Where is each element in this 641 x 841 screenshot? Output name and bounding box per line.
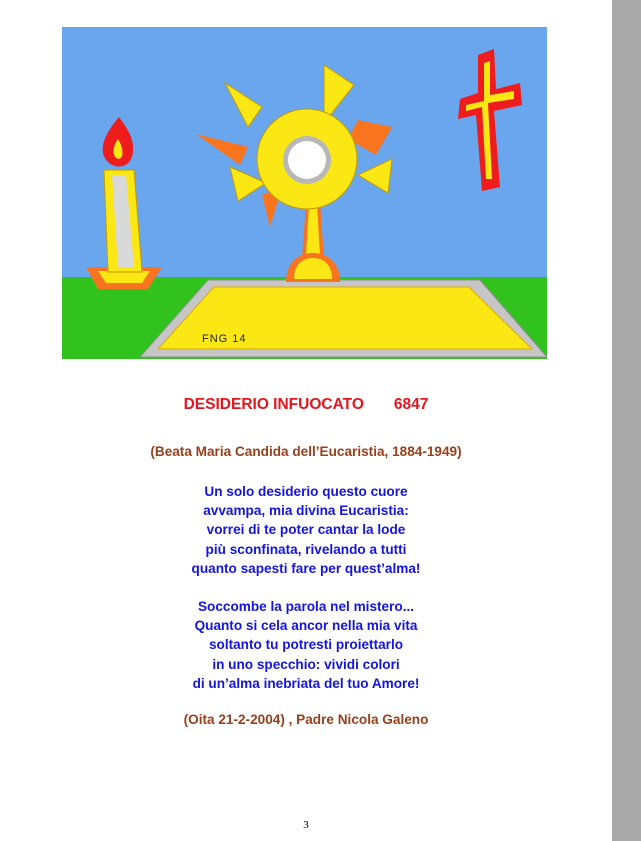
eucharist-illustration [62,27,547,359]
page-number: 3 [303,819,309,831]
verse-line: Soccombe la parola nel mistero... [197,599,415,614]
verse-line: di un’alma inebriata del tuo Amore! [192,675,420,691]
artist-signature: FNG 14 [202,333,247,345]
poem-signature: (Oita 21-2-2004) , Padre Nicola Galeno [183,712,429,727]
stanza-1 [0,482,612,578]
stanza-2 [0,597,612,693]
candle-base-inner [98,271,150,283]
viewer-scrollbar[interactable] [612,0,641,841]
poem-title-line [0,396,612,414]
poem-number: 6847 [393,396,429,413]
verse-line: Un solo desiderio questo cuore [204,484,408,499]
host [288,141,326,179]
verse-line: Quanto si cela ancor nella mia vita [194,618,418,634]
verse-line: in uno specchio: vividi colori [212,656,400,672]
verse-line: quanto sapesti fare per quest’alma! [191,560,421,576]
poem-subtitle: (Beata Maria Candida dell’Eucaristia, 1884-1949) [150,444,462,459]
verse-line: avvampa, mia divina Eucaristia: [203,503,409,519]
poem-title: DESIDERIO INFUOCATO [183,396,364,413]
verse-line: vorrei di te poter cantar la lode [206,522,406,538]
verse-line: più sconfinata, rivelando a tutti [205,541,407,557]
verse-line: soltanto tu potresti proiettarlo [208,637,404,653]
